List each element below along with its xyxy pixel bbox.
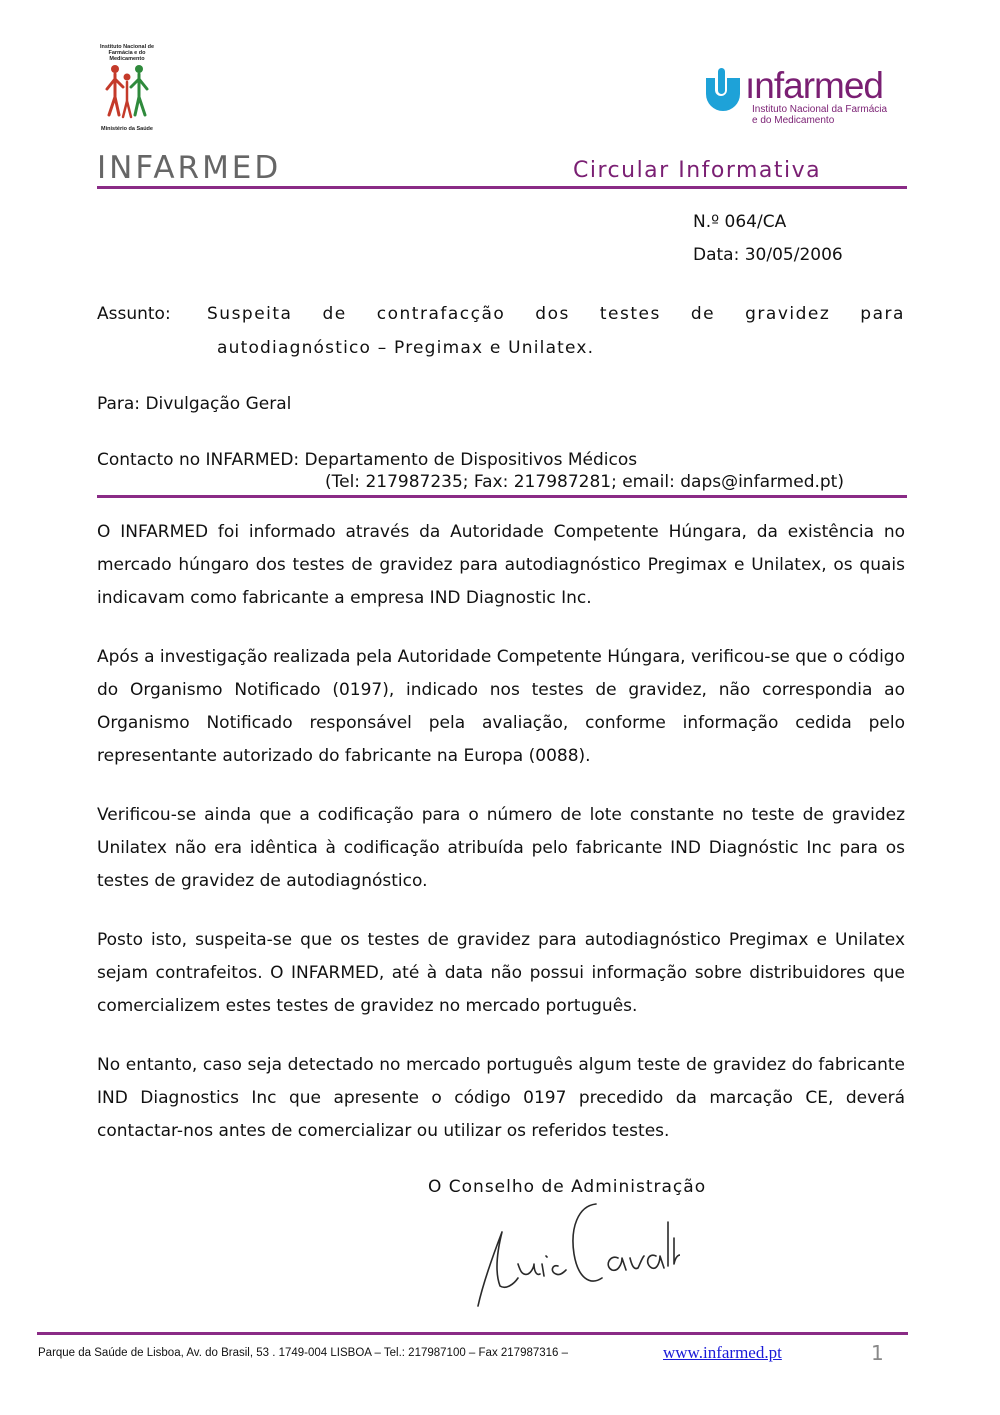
document-type: Circular Informativa [573,158,822,183]
signatory: O Conselho de Administração [428,1177,707,1197]
header-divider [97,186,907,189]
subject-word: gravidez [745,304,831,324]
subject-line-1 [207,304,905,328]
ministry-logo-top-text: Instituto Nacional de Farmácia e do Medicamento [99,44,155,62]
infarmed-logo-subtitle-line1: Instituto Nacional da Farmácia [752,104,888,115]
website-link[interactable]: www.infarmed.pt [663,1343,782,1362]
body-paragraph: Verificou-se ainda que a codificação para o número de lote constante no teste de gravidez Unilatex não era idêntica à codificação atribuída pelo fabricante IND Diagnóstic Inc para os testes de gravidez de autodiagnóstico. [97,805,905,891]
contact-details: (Tel: 217987235; Fax: 217987281; email: daps@infarmed.pt) [325,472,844,492]
infarmed-logo-subtitle [752,104,887,126]
recipient: Para: Divulgação Geral [97,394,292,414]
subject-label: Assunto: [97,304,171,324]
subject-word: Suspeita [207,304,293,324]
body-paragraph: O INFARMED foi informado através da Autoridade Competente Húngara, da existência no mercado húngaro dos testes de gravidez para autodiagnóstico Pregimax e Unilatex, os quais indicavam como fabricante a empresa IND Diagnostic Inc. [97,522,905,608]
subject-word: dos [535,304,570,324]
body-paragraph: No entanto, caso seja detectado no mercado português algum teste de gravidez do fabricante IND Diagnostics Inc que apresente o código 0197 precedido da marcação CE, deverá contactar-nos antes de comercializar ou utilizar os referidos testes. [97,1055,905,1141]
ministry-logo [96,44,158,136]
contact-divider [97,495,907,498]
page-title: INFARMED [97,150,282,186]
footer-divider [37,1332,908,1335]
circular-number: N.º 064/CA [693,212,787,232]
ministry-logo-bottom-text: Ministério da Saúde [101,126,153,132]
page-number: 1 [871,1341,884,1365]
body-paragraph: Após a investigação realizada pela Autoridade Competente Húngara, verificou-se que o código do Organismo Notificado (0197), indicado nos testes de gravidez, não correspondia ao Organismo Notificado responsável pela avaliação, conforme informação cedida pelo representante autorizado do fabricante na Europa (0088). [97,647,905,766]
infarmed-logo-word: ınfarmed [745,65,884,106]
infarmed-logo-subtitle-line2: e do Medicamento [752,115,835,126]
subject-word: contrafacção [376,304,506,324]
circular-date: Data: 30/05/2006 [693,245,843,265]
subject-word: de [322,304,347,324]
infarmed-drop-icon [700,64,746,116]
infarmed-logo [700,64,890,134]
subject-word: testes [599,304,661,324]
subject-word: de [690,304,716,324]
body-paragraph: Posto isto, suspeita-se que os testes de gravidez para autodiagnóstico Pregimax e Unilatex sejam contrafeitos. O INFARMED, até à data não possui informação sobre distribuidores que comercializem estes testes de gravidez no mercado português. [97,930,905,1016]
handwritten-signature [470,1198,680,1313]
subject-line-2: autodiagnóstico – Pregimax e Unilatex. [217,338,595,358]
contact-department: Contacto no INFARMED: Departamento de Dispositivos Médicos [97,450,638,470]
footer-address: Parque da Saúde de Lisboa, Av. do Brasil, 53 . 1749-004 LISBOA – Tel.: 217987100 – Fax 217987316 – [38,1347,569,1359]
figures-emblem-icon [102,63,152,125]
subject-word: para [860,304,905,324]
